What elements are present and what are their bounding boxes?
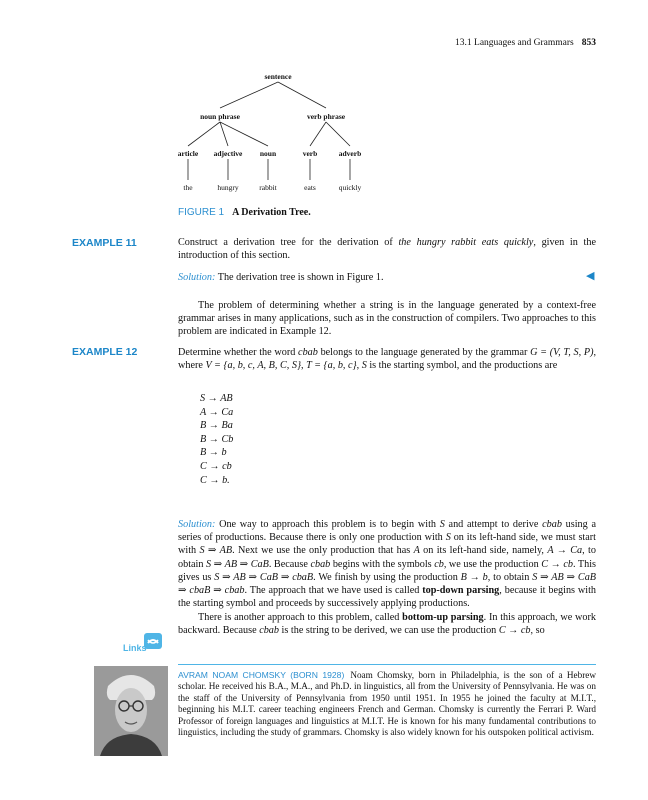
leaf-eats: eats [304,183,316,192]
leaf-quickly: quickly [338,183,362,192]
p2-d: cbab [259,625,279,637]
sol-p6: S [445,532,451,544]
ex12-t1: Determine whether the word [178,347,299,358]
sol-p26: S ⇒ AB ⇒ CaB ⇒ cbaB ⇒ cbab [178,571,597,597]
sol-p23: . We finish by using the production [313,571,461,583]
sol-p2: S [439,519,445,530]
p2-e: is the string to be derived, we can use the production [279,625,499,637]
ex12-grammar: G = (V, T, S, P) [530,347,594,358]
sol-p11: on its left-hand side, namely, [419,545,548,557]
production: B → b [200,447,227,459]
ex12-t2: belongs to the language generated by the grammar [317,347,531,358]
sol-p29: , because it begins with the starting symbol and proceeds by successively applying productions. [178,585,596,610]
production: B → Ba [200,420,233,432]
production: S → AB [200,393,233,404]
sol-p1: One way to approach this problem is to begin with [215,519,440,530]
end-of-example-icon: ◀ [586,270,595,282]
solution-text: The derivation tree is shown in Figure 1. [215,272,384,283]
sol-p13: , to obtain [178,545,596,570]
node-sentence: sentence [264,72,292,81]
edge-vp-adverb [326,122,350,146]
p2-f: C → cb [498,625,531,637]
sol-p20: C → cb [541,558,573,570]
figure-title: A Derivation Tree. [232,207,311,218]
sol-p7: on its left-hand side, we must start with [178,532,596,557]
edge-sentence-vp [278,82,326,108]
ex12-t5: , [356,360,362,372]
ex12-s: S [361,360,367,372]
sol-p5: using a series of productions. Because there is only one production with [178,519,596,544]
sol-p25: , to obtain [487,571,533,583]
node-verb: verb [302,149,318,158]
solution-label: Solution: [178,272,216,283]
node-noun-phrase: noun phrase [200,112,240,121]
edge-vp-verb [310,122,326,146]
bio-name: AVRAM NOAM CHOMSKY (BORN 1928) [178,670,345,680]
node-verb-phrase: verb phrase [306,112,346,121]
example-12-label: EXAMPLE 12 [72,346,138,358]
sol-p3: and attempt to derive [444,519,543,530]
edge-sentence-np [220,82,278,108]
productions-list [200,392,233,487]
node-noun: noun [259,149,277,158]
sol-p22: S ⇒ AB ⇒ CaB ⇒ cbaB [214,571,314,583]
figure-label: FIGURE 1 [178,207,225,218]
links-icon[interactable] [120,631,164,655]
example-11-phrase: the hungry rabbit eats quickly [398,237,534,248]
sol-p12: A → Ca [547,545,583,557]
sol-p17: begins with the symbols [330,558,435,570]
production: B → Cb [200,433,234,445]
chomsky-biography [178,670,596,738]
leaf-the: the [183,183,193,192]
sol-p24: B → b [460,571,488,583]
solution-label: Solution: [178,519,216,530]
sol-p9: . Next we use the only production that has [232,545,414,557]
running-header [455,38,596,48]
term-top-down-parsing: top-down parsing [422,585,500,597]
example-11-text-b: , given in the introduction of this section. [178,237,596,262]
node-adjective: adjective [213,149,243,158]
p2-a: There is another approach to this problem, called [198,612,403,623]
example-11-text [178,236,596,262]
figure-caption [178,207,311,218]
sol-p4: cbab [542,519,562,530]
sol-p10: A [413,545,420,557]
term-bottom-up-parsing: bottom-up parsing [402,612,484,623]
example-11-label: EXAMPLE 11 [72,237,137,249]
example-11-text-a: Construct a derivation tree for the derivation of [178,237,399,248]
tree-edges [168,62,388,202]
derivation-tree [168,62,388,202]
page-number: 853 [581,38,596,48]
ex12-t6: is the starting symbol, and the productions are [366,360,558,372]
production: A → Ca [200,406,234,418]
production: C → cb [200,460,232,472]
sol-p21: . This gives us [178,558,597,583]
sol-p27: . The approach that we have used is called [244,585,423,597]
links-label: Links [123,643,147,653]
sol-p8: S ⇒ AB [199,545,233,557]
paragraph-bottom-up [178,611,596,637]
ex12-v-set: V = {a, b, c, A, B, C, S} [205,360,302,372]
chomsky-portrait [94,666,168,756]
sol-p19: , we use the production [443,558,542,570]
leaf-rabbit: rabbit [259,183,277,192]
example-11-solution [178,271,596,284]
example-12-text [178,346,596,372]
leaf-hungry: hungry [217,183,239,192]
ex12-word: cbab [298,347,318,358]
sol-p14: S ⇒ AB ⇒ CaB [206,558,269,570]
ex12-t-set: T = {a, b, c} [306,360,357,372]
sol-p18: cb [434,558,444,570]
bio-divider [178,664,596,665]
ex12-t4: , [301,360,307,372]
edge-np-article [188,122,220,146]
links-logo-icon [120,631,164,655]
p2-g: , so [530,625,545,637]
portrait-image [94,666,168,756]
section-title: 13.1 Languages and Grammars [455,38,574,48]
bio-text: Noam Chomsky, born in Philadelphia, is the son of a Hebrew scholar. He received his B.A., M.A., and Ph.D. in linguistics, all from the University of Pennsylvania. He was on the staff of the University of Pennsylvania from 1950 until 1951. In 1955 he joined the faculty at M.I.T., beginning his M.I.T. career teaching engineers French and German. Chomsky is currently the Ferrari P. Ward Professor of foreign languages and linguistics at M.I.T. He is known for his many fundamental contributions to linguistics, including the study of grammars. Chomsky is also widely known for his outspoken political activism. [178,670,596,738]
node-adverb: adverb [338,149,362,158]
p2-c: . In this approach, we work backward. Because [178,612,596,637]
sol-p16: cbab [310,558,331,570]
ex12-t3: , where [178,347,597,372]
example-12-solution [178,518,596,610]
paragraph-context-free: The problem of determining whether a string is in the language generated by a context-free grammar arises in many applications, such as in the construction of compilers. Two approaches to this problem are indicated in Example 12. [178,300,596,338]
sol-p15: . Because [268,558,311,570]
node-article: article [177,149,199,158]
production: C → b. [200,474,230,486]
